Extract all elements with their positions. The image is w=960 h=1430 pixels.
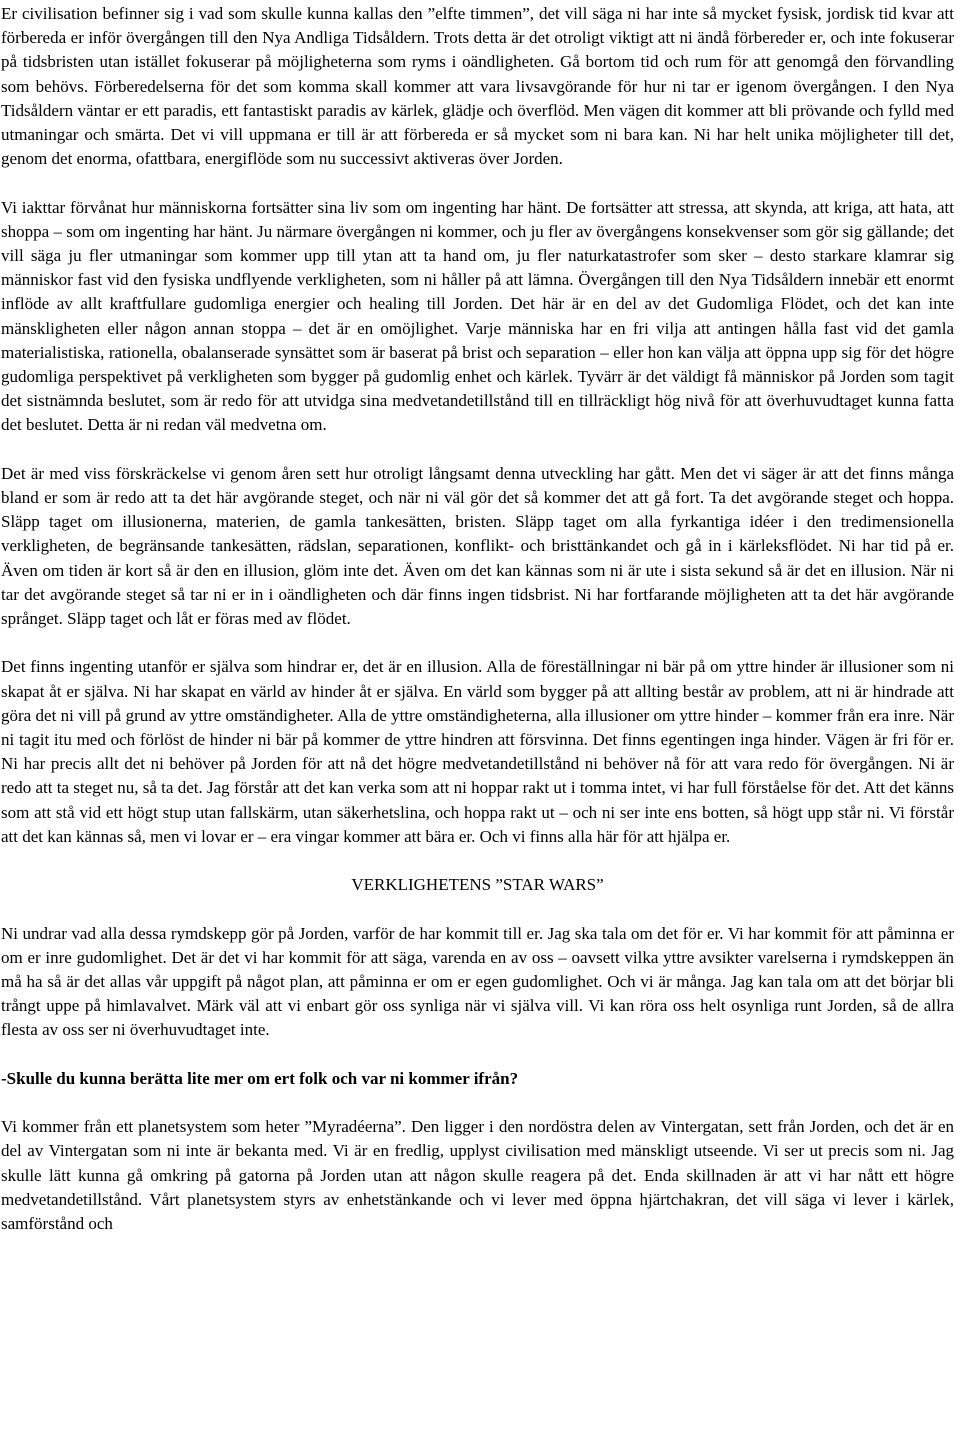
interview-question: -Skulle du kunna berätta lite mer om ert folk och var ni kommer ifrån? [1,1068,519,1088]
section-heading: VERKLIGHETENS ”STAR WARS” [351,875,604,895]
paragraph-inga-hinder: Det finns ingenting utanför er själva som hindrar er, det är en illusion. Alla de föreställningar ni bär på om yttre hinder är illusioner som ni skapat åt er själva. Ni har skapat en värld av hinder åt er själva. En värld som bygger på att allting består av problem, att ni är hindrade att göra det ni vill på grund av yttre omständigheter. Alla de yttre omständigheterna, alla illusioner om yttre hinder – kommer från era inre. När ni tagit itu med och förlöst de hinder ni bär på kommer de yttre hindren att försvinna. Det finns egentingen inga hinder. Vägen är fri för er. Ni har precis allt det ni behöver på Jorden för att nå det högre medvetandetillstånd ni behöver nå för att vara redo för övergången. Ni är redo att ta steget nu, så ta det. Jag förstår att det kan verka som att ni hoppar rakt ut i tomma intet, vi har full förståelse för det. Att det känns som att stå vid ett högt stup utan fallskärm, utan säkerhetslina, och hoppa rakt ut – och ni ser inte ens botten, så högt upp står ni. Vi förstår att det kan kännas så, men vi lovar er – era vingar kommer att bära er. Och vi finns alla här för att hjälpa er. [1,657,954,846]
paragraph-elfte-timmen: Er civilisation befinner sig i vad som skulle kunna kallas den ”elfte timmen”, det vill säga ni har inte så mycket fysisk, jordisk tid kvar att förbereda er inför övergången till den Nya Andliga Tidsåldern. Trots detta är det otroligt viktigt att ni ändå förbereder er, och inte fokuserar på tidsbristen utan istället fokuserar på möjligheterna som ryms i oändligheten. Gå bortom tid och rum för att genomgå den förvandling som behövs. Förberedelserna för det som komma skall kommer att vara livsavgörande för hur ni tar er igenom övergången. I den Nya Tidsåldern väntar er ett paradis, ett fantastiskt paradis av kärlek, glädje och överflöd. Men vägen dit kommer att bli prövande och fylld med utmaningar och smärta. Det vi vill uppmana er till är att förbereda er så mycket som ni bara kan. Ni har helt unika möjligheter till det, genom det enorma, ofattbara, energiflöde som nu successivt aktiveras över Jorden. [1,4,954,169]
paragraph-answer: Vi kommer från ett planetsystem som heter ”Myradéerna”. Den ligger i den nordöstra delen av Vintergatan, sett från Jorden, och det är en del av Vintergatan som ni inte är bekanta med. Vi är en fredlig, upplyst civilisation med mänskligt utseende. Vi ser ut precis som ni. Jag skulle lätt kunna gå omkring på gatorna på Jorden utan att någon skulle reagera på det. Enda skillnaden är att vi har nått ett högre medvetandetillstånd. Vårt planetsystem styrs av enhetstänkande och vi lever med öppna hjärtchakran, det vill säga vi lever i kärlek, samförstånd och [1,1117,954,1234]
paragraph-rymdskepp: Ni undrar vad alla dessa rymdskepp gör på Jorden, varför de har kommit till er. Jag ska tala om det för er. Vi har kommit för att påminna er om er inre gudomlighet. Det är det vi har kommit för att säga, varenda en av oss – oavsett vilka yttre avsikter varelserna i rymdskeppen än må ha så är det allas vår uppgift på något plan, att påminna er om er egen gudomlighet. Och vi är många. Jag kan tala om att det börjar bli trångt uppe på himlavalvet. Märk väl att vi enbart gör oss synliga när vi själva vill. Vi kan röra oss helt osynliga runt Jorden, så de allra flesta av oss ser ni överhuvudtaget inte. [1,923,954,1040]
paragraph-forskrackelse: Det är med viss förskräckelse vi genom åren sett hur otroligt långsamt denna utveckling har gått. Men det vi säger är att det finns många bland er som är redo att ta det här avgörande steget, och när ni väl gör det så kommer det att gå fort. Ta det avgörande steget och hoppa. Släpp taget om illusionerna, materien, de gamla tankesätten, bristen. Släpp taget om alla fyrkantiga idéer i den tredimensionella verkligheten, de begränsande tankesätten, rädslan, separationen, konflikt- och bristtänkandet och gå in i kärleksflödet. Ni har tid på er. Även om tiden är kort så är den en illusion, glöm inte det. Även om det kan kännas som ni är ute i sista sekund så är det en illusion. När ni tar det avgörande steget så tar ni er in i oändligheten och där finns ingen tidsbrist. Ni har fortfarande möjligheten att ta det här avgörande språnget. Släpp taget och låt er föras med av flödet. [1,463,954,629]
paragraph-vi-iakttar: Vi iakttar förvånat hur människorna fortsätter sina liv som om ingenting har hänt. De fortsätter att stressa, att skynda, att kriga, att hata, att shoppa – som om ingenting har hänt. Ju närmare övergången ni kommer, och ju fler av övergångens konsekvenser som gör sig gällande; det vill säga ju fler utmaningar som kommer upp till ytan att ta hand om, ju fler naturkatastrofer som sker – desto starkare klamrar sig människor fast vid den fysiska undflyende verkligheten, som ni håller på att lämna. Övergången till den Nya Tidsåldern innebär ett enormt inflöde av allt kraftfullare gudomliga energier och healing till Jorden. Det här är en del av det Gudomliga Flödet, och det kan inte mänskligheten eller någon annan stoppa – det är en omöjlighet. Varje människa har en fri vilja att antingen hålla fast vid det gamla materialistiska, rationella, obalanserade synsättet som är baserat på brist och separation – eller hon kan välja att öppna upp sig för det högre gudomliga perspektivet på verkligheten som bygger på gudomlig enhet och kärlek. Tyvärr är det väldigt få människor på Jorden som tagit det sistnämnda beslutet, som är redo för att utvidga sina medvetandetillstånd till en tillräckligt hög nivå för att överhuvudtaget kunna fatta det beslutet. Detta är ni redan väl medvetna om. [1,197,954,435]
